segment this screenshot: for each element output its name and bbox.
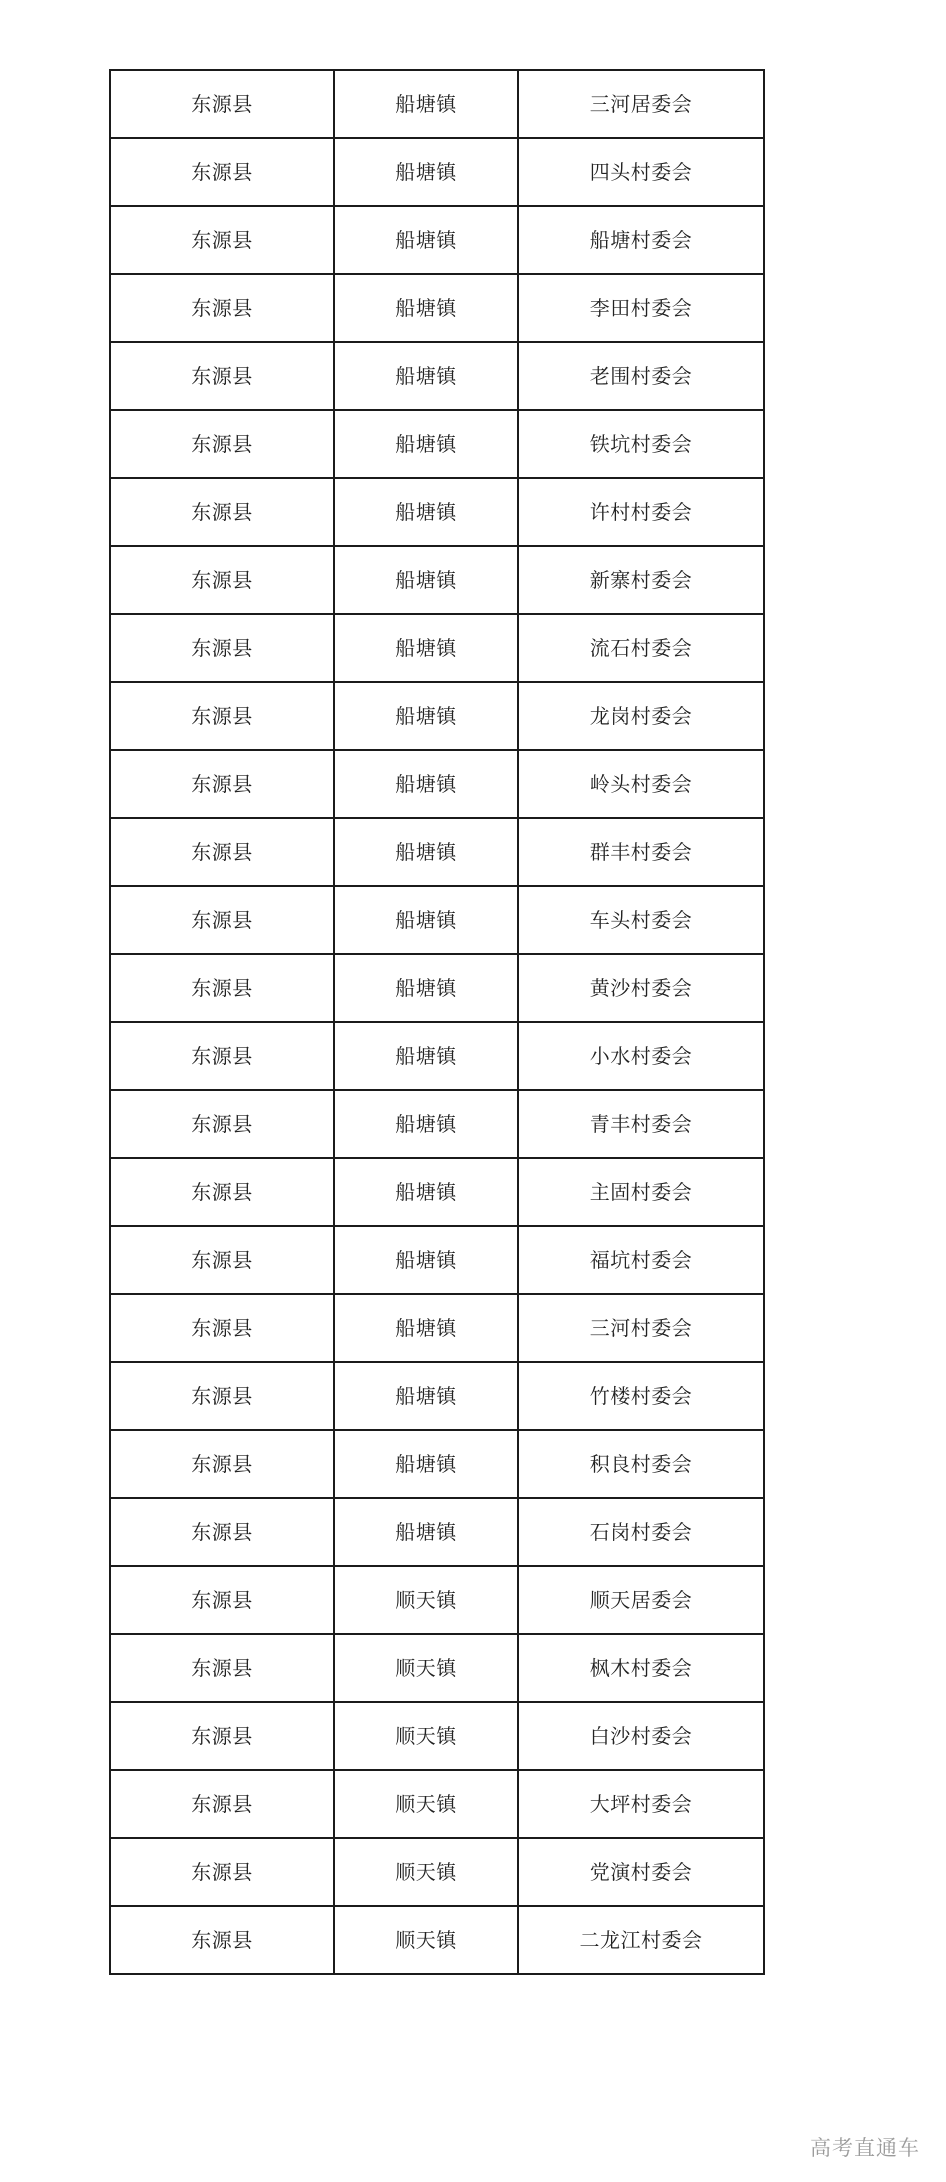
table-row [110,1634,764,1702]
town-cell: 船塘镇 [334,1498,518,1566]
town-cell: 船塘镇 [334,1294,518,1362]
committee-cell: 小水村委会 [518,1022,764,1090]
county-cell: 东源县 [110,886,334,954]
county-cell: 东源县 [110,750,334,818]
table-row [110,682,764,750]
county-cell: 东源县 [110,478,334,546]
committee-cell: 青丰村委会 [518,1090,764,1158]
town-cell: 船塘镇 [334,410,518,478]
table-row [110,1566,764,1634]
town-cell: 船塘镇 [334,1090,518,1158]
county-cell: 东源县 [110,682,334,750]
town-cell: 船塘镇 [334,138,518,206]
table-row [110,750,764,818]
committee-cell: 顺天居委会 [518,1566,764,1634]
county-cell: 东源县 [110,1226,334,1294]
committee-cell: 福坑村委会 [518,1226,764,1294]
table-row [110,274,764,342]
town-cell: 顺天镇 [334,1838,518,1906]
county-cell: 东源县 [110,1158,334,1226]
county-cell: 东源县 [110,1906,334,1974]
town-cell: 顺天镇 [334,1906,518,1974]
town-cell: 船塘镇 [334,1362,518,1430]
table-row [110,1430,764,1498]
table-row [110,886,764,954]
committee-cell: 黄沙村委会 [518,954,764,1022]
town-cell: 船塘镇 [334,818,518,886]
county-cell: 东源县 [110,1770,334,1838]
committee-cell: 许村村委会 [518,478,764,546]
committee-cell: 枫木村委会 [518,1634,764,1702]
county-cell: 东源县 [110,1498,334,1566]
committee-cell: 三河居委会 [518,70,764,138]
table-row [110,1498,764,1566]
committee-cell: 三河村委会 [518,1294,764,1362]
town-cell: 船塘镇 [334,682,518,750]
table-row [110,1362,764,1430]
table-row [110,1090,764,1158]
town-cell: 船塘镇 [334,954,518,1022]
table-row [110,614,764,682]
county-cell: 东源县 [110,1430,334,1498]
table-row [110,1770,764,1838]
committee-cell: 主固村委会 [518,1158,764,1226]
committee-cell: 车头村委会 [518,886,764,954]
committee-cell: 老围村委会 [518,342,764,410]
county-cell: 东源县 [110,70,334,138]
county-cell: 东源县 [110,1022,334,1090]
county-cell: 东源县 [110,818,334,886]
committee-cell: 白沙村委会 [518,1702,764,1770]
committee-cell: 二龙江村委会 [518,1906,764,1974]
county-cell: 东源县 [110,1090,334,1158]
table-row [110,1226,764,1294]
county-cell: 东源县 [110,342,334,410]
table-row [110,1158,764,1226]
county-cell: 东源县 [110,410,334,478]
town-cell: 船塘镇 [334,1226,518,1294]
table-row [110,206,764,274]
table-row [110,70,764,138]
town-cell: 船塘镇 [334,274,518,342]
committee-cell: 新寨村委会 [518,546,764,614]
town-cell: 船塘镇 [334,1158,518,1226]
table-row [110,818,764,886]
county-cell: 东源县 [110,1634,334,1702]
table-row [110,138,764,206]
committee-cell: 四头村委会 [518,138,764,206]
committee-cell: 流石村委会 [518,614,764,682]
county-cell: 东源县 [110,546,334,614]
table-row [110,546,764,614]
committee-cell: 群丰村委会 [518,818,764,886]
committee-cell: 龙岗村委会 [518,682,764,750]
table-row [110,478,764,546]
table-row [110,1294,764,1362]
town-cell: 船塘镇 [334,546,518,614]
table-body [110,70,764,1974]
table-row [110,1838,764,1906]
county-cell: 东源县 [110,954,334,1022]
county-cell: 东源县 [110,206,334,274]
table-row [110,1702,764,1770]
town-cell: 顺天镇 [334,1566,518,1634]
county-cell: 东源县 [110,614,334,682]
committee-cell: 石岗村委会 [518,1498,764,1566]
committee-cell: 铁坑村委会 [518,410,764,478]
committee-cell: 李田村委会 [518,274,764,342]
town-cell: 顺天镇 [334,1770,518,1838]
town-cell: 顺天镇 [334,1634,518,1702]
committee-cell: 大坪村委会 [518,1770,764,1838]
town-cell: 船塘镇 [334,478,518,546]
table-row [110,410,764,478]
committee-cell: 积良村委会 [518,1430,764,1498]
committee-cell: 岭头村委会 [518,750,764,818]
town-cell: 船塘镇 [334,886,518,954]
county-cell: 东源县 [110,1362,334,1430]
county-cell: 东源县 [110,1838,334,1906]
village-committee-table [109,69,765,1975]
table-row [110,1022,764,1090]
watermark-text: 高考直通车 [810,2136,920,2160]
town-cell: 船塘镇 [334,1430,518,1498]
committee-cell: 竹楼村委会 [518,1362,764,1430]
town-cell: 船塘镇 [334,70,518,138]
committee-cell: 船塘村委会 [518,206,764,274]
county-cell: 东源县 [110,1294,334,1362]
town-cell: 船塘镇 [334,614,518,682]
county-cell: 东源县 [110,1566,334,1634]
county-cell: 东源县 [110,274,334,342]
table-row [110,954,764,1022]
town-cell: 船塘镇 [334,750,518,818]
table-row [110,342,764,410]
town-cell: 船塘镇 [334,342,518,410]
county-cell: 东源县 [110,138,334,206]
town-cell: 船塘镇 [334,1022,518,1090]
table-row [110,1906,764,1974]
committee-cell: 党演村委会 [518,1838,764,1906]
town-cell: 船塘镇 [334,206,518,274]
county-cell: 东源县 [110,1702,334,1770]
town-cell: 顺天镇 [334,1702,518,1770]
